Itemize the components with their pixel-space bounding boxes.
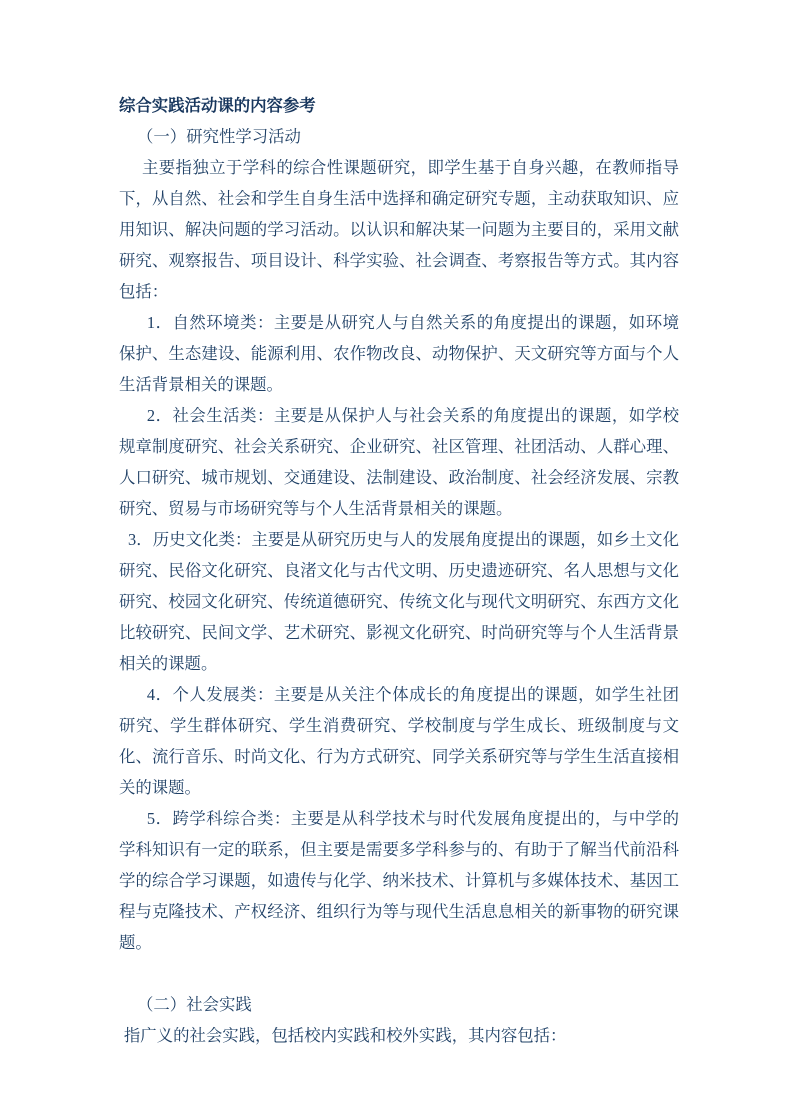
- list-item-natural-environment: 1．自然环境类：主要是从研究人与自然关系的角度提出的课题，如环境保护、生态建设、能源利用、农作物改良、动物保护、天文研究等方面与个人生活背景相关的课题。: [119, 313, 679, 394]
- list-item-history-culture: 3．历史文化类：主要是从研究历史与人的发展角度提出的课题，如乡土文化研究、民俗文化研究、良渚文化与古代文明、历史遗迹研究、名人思想与文化研究、校园文化研究、传统道德研究、传统文化与现代文明研究、东西方文化比较研究、民间文学、艺术研究、影视文化研究、时尚研究等与个人生活背景相关的课题。: [119, 530, 679, 673]
- section-2-intro-paragraph: 指广义的社会实践，包括校内实践和校外实践，其内容包括：: [123, 1026, 567, 1045]
- list-item-personal-development: 4．个人发展类：主要是从关注个体成长的角度提出的课题，如学生社团研究、学生群体研究、学生消费研究、学校制度与学生成长、班级制度与文化、流行音乐、时尚文化、行为方式研究、同学关系研究等与学生生活直接相关的课题。: [119, 685, 679, 797]
- section-2-heading: （二）社会实践: [137, 995, 252, 1014]
- document-title: 综合实践活动课的内容参考: [119, 96, 316, 115]
- list-item-interdisciplinary: 5．跨学科综合类：主要是从科学技术与时代发展角度提出的，与中学的学科知识有一定的联系，但主要是需要多学科参与的、有助于了解当代前沿科学的综合学习课题，如遗传与化学、纳米技术、计算机与多媒体技术、基因工程与克隆技术、产权经济、组织行为等与现代生活息息相关的新事物的研究课题。: [119, 809, 679, 952]
- list-item-social-life: 2．社会生活类：主要是从保护人与社会关系的角度提出的课题，如学校规章制度研究、社会关系研究、企业研究、社区管理、社团活动、人群心理、人口研究、城市规划、交通建设、法制建设、政治制度、社会经济发展、宗教研究、贸易与市场研究等与个人生活背景相关的课题。: [119, 406, 679, 518]
- section-1-intro-paragraph: 主要指独立于学科的综合性课题研究，即学生基于自身兴趣，在教师指导下，从自然、社会和学生自身生活中选择和确定研究专题，主动获取知识、应用知识、解决问题的学习活动。以认识和解决某一问题为主要目的，采用文献研究、观察报告、项目设计、科学实验、社会调查、考察报告等方式。其内容包括：: [119, 158, 679, 301]
- section-1-heading: （一）研究性学习活动: [137, 127, 301, 146]
